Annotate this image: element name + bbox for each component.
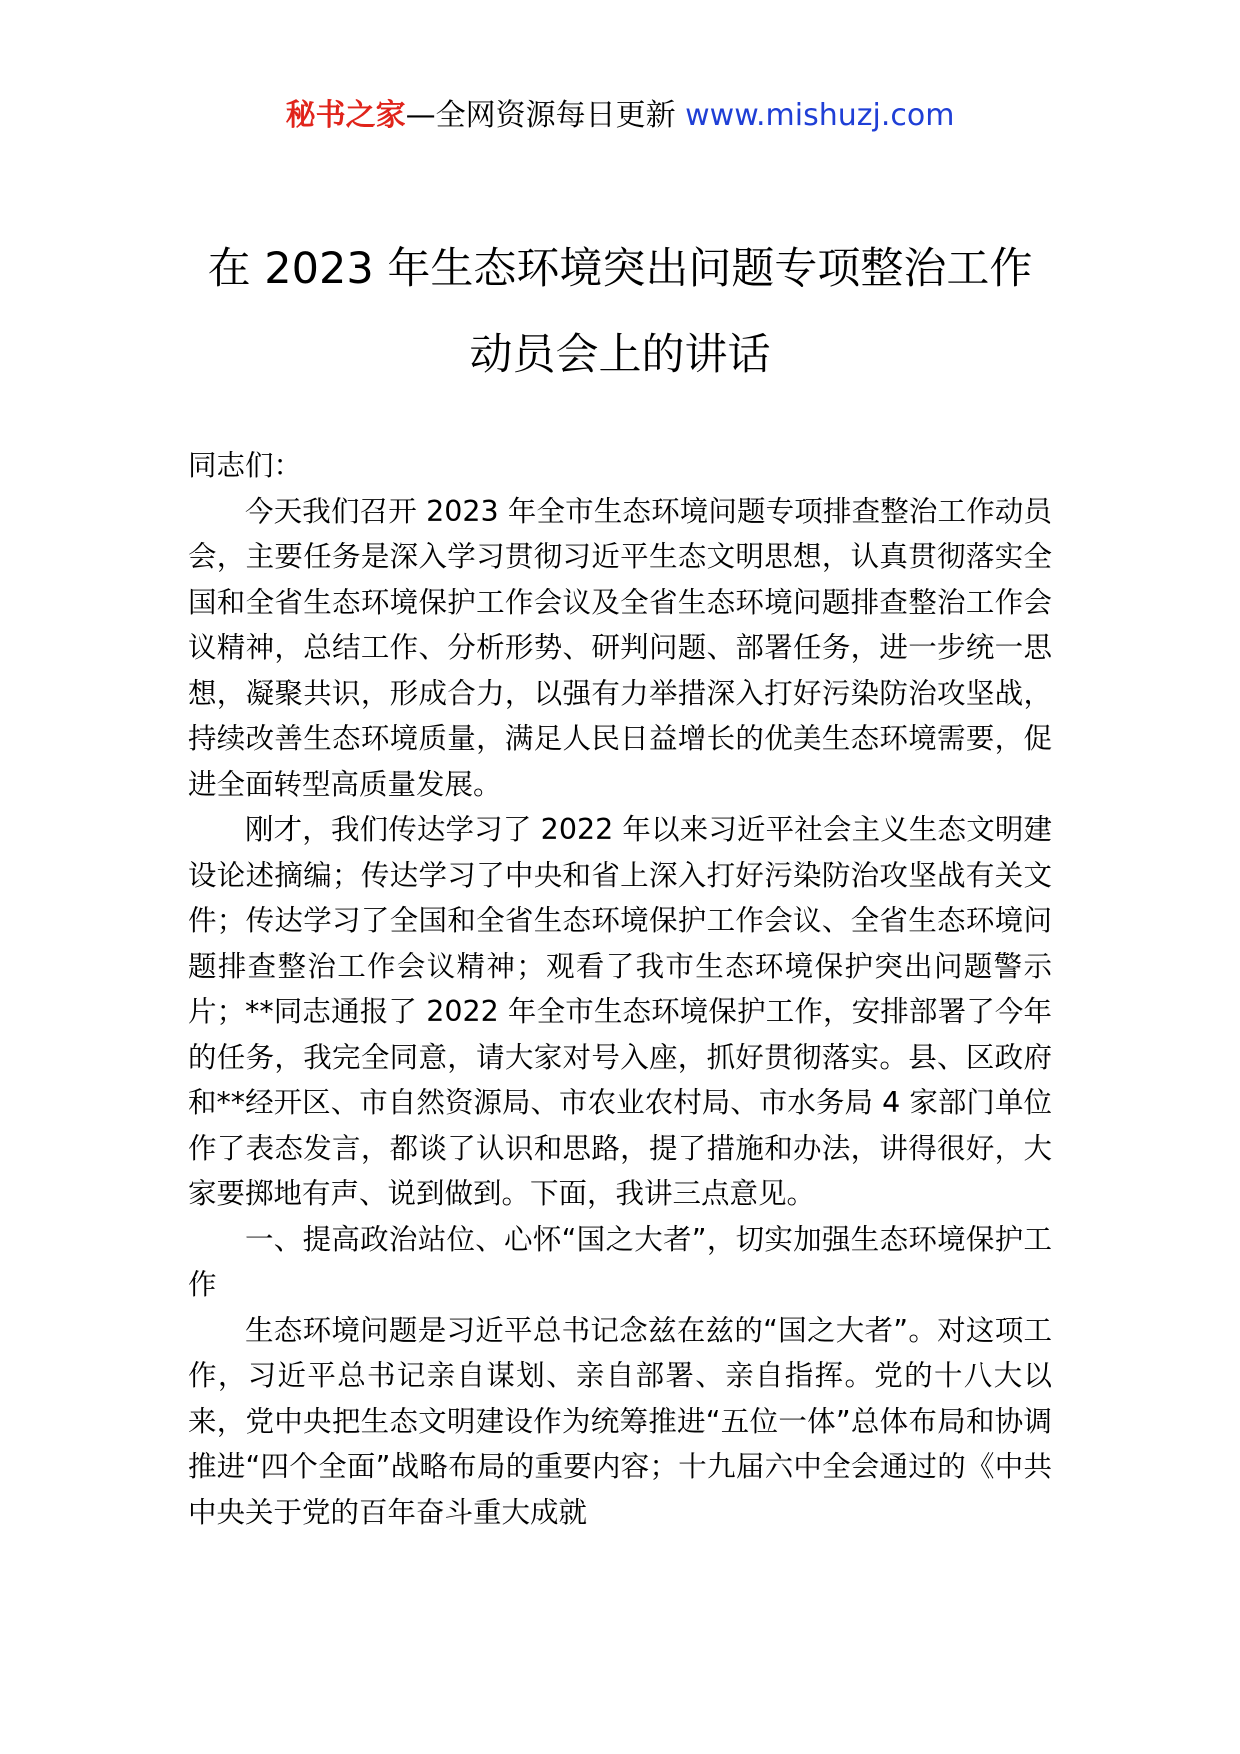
paragraph-1: 今天我们召开 2023 年全市生态环境问题专项排查整治工作动员会，主要任务是深入学习贯彻习近平生态文明思想，认真贯彻落实全国和全省生态环境保护工作会议及全省生态环境问题排查整治工作会议精神，总结工作、分析形势、研判问题、部署任务，进一步统一思想，凝聚共识，形成合力，以强有力举措深入打好污染防治攻坚战，持续改善生态环境质量，满足人民日益增长的优美生态环境需要，促进全面转型高质量发展。 bbox=[188, 494, 1052, 801]
paragraph-3: 生态环境问题是习近平总书记念兹在兹的“国之大者”。对这项工作，习近平总书记亲自谋划、亲自部署、亲自指挥。党的十八大以来，党中央把生态文明建设作为统筹推进“五位一体”总体布局和协调推进“四个全面”战略布局的重要内容；十九届六中全会通过的《中共中央关于党的百年奋斗重大成就 bbox=[188, 1313, 1052, 1529]
title-line-2: 动员会上的讲话 bbox=[469, 330, 771, 380]
title-line-1: 在 2023 年生态环境突出问题专项整治工作 bbox=[207, 244, 1033, 294]
header-tagline: —全网资源每日更新 bbox=[405, 98, 686, 133]
header-url-link[interactable]: www.mishuzj.com bbox=[685, 98, 955, 133]
paragraph-2: 刚才，我们传达学习了 2022 年以来习近平社会主义生态文明建设论述摘编；传达学习了中央和省上深入打好污染防治攻坚战有关文件；传达学习了全国和全省生态环境保护工作会议、全省生态环境问题排查整治工作会议精神；观看了我市生态环境保护突出问题警示片；**同志通报了 2022 年全市生态环境保护工作，安排部署了今年的任务，我完全同意，请大家对号入座，抓好贯彻落实。县、区政府和**经开区、市自然资源局、市农业农村局、市水务局 4 家部门单位作了表态发言，都谈了认识和思路，提了措施和办法，讲得很好，大家要掷地有声、说到做到。下面，我讲三点意见。 bbox=[188, 813, 1052, 1210]
document-title bbox=[160, 226, 1080, 398]
document-body bbox=[188, 443, 1052, 1535]
brand-name: 秘书之家 bbox=[285, 98, 406, 133]
section-heading-1: 一、提高政治站位、心怀“国之大者”，切实加强生态环境保护工作 bbox=[188, 1222, 1052, 1301]
salutation: 同志们： bbox=[188, 449, 303, 482]
watermark-header bbox=[0, 96, 1240, 136]
